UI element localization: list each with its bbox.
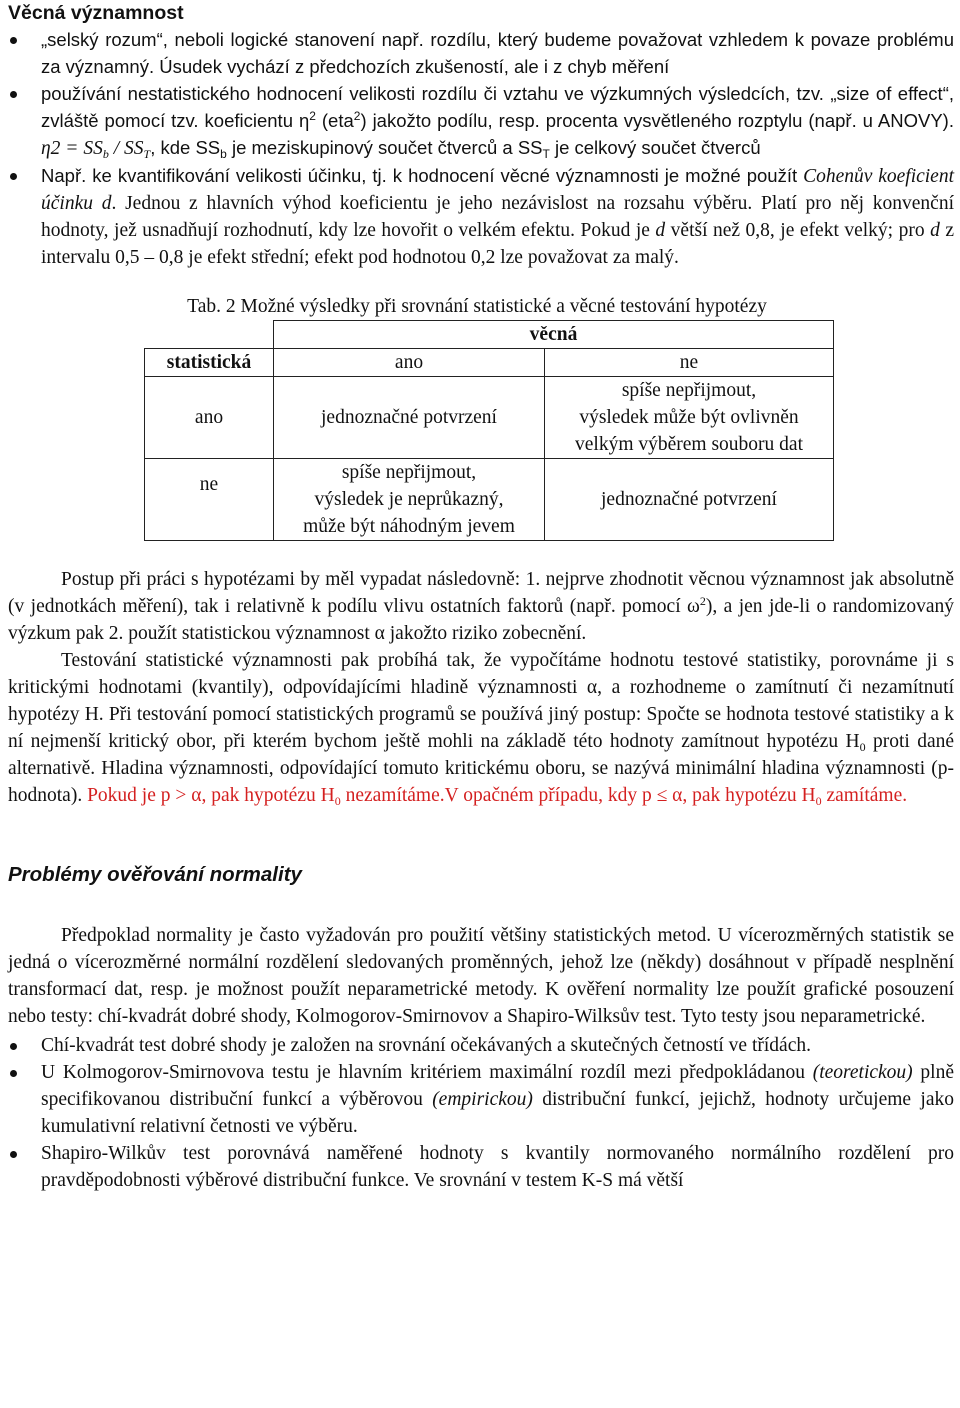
list-item-text: (eta [315,110,354,131]
table-corner [145,321,274,349]
list-item [8,80,954,162]
paragraph-text: proti dané alternativě. Hladina významnosti, odpovídající tomuto kritickému oboru, se nazývá minimální hladina významnosti (p-hodnota). [8,731,955,806]
row-group-header: statistická [145,349,274,377]
bullet-list-tests [8,1032,954,1194]
italic-term: (empirickou) [432,1089,533,1110]
table-cell: jednoznačné potvrzení [545,459,834,541]
italic-term: (teoretickou) [812,1062,913,1083]
subscript: b [102,147,109,161]
list-item [8,162,954,271]
cohen-term: Cohenův koeficient účinku d [41,166,955,214]
superscript: 2 [353,109,361,123]
list-item-text: z intervalu 0,5 – 0,8 je efekt střední; efekt pod hodnotou 0,2 lze považovat za malý. [41,220,954,268]
highlight-text: nezamítáme.V opačném případu, kdy p ≤ α, pak hypotézu H [340,785,816,806]
row-header: ano [145,377,274,459]
row-header: ne [145,459,274,541]
subscript: 0 [815,794,822,808]
section-heading-normality: Problémy ověřování normality [8,863,302,886]
list-item-text: používání nestatistického hodnocení velikosti rozdílu či vztahu ve výzkumných výsledcích, tzv. „size of effect“, zvláště pomocí tzv. koeficientu η [41,83,954,131]
subscript: T [542,147,550,161]
list-item: Chí-kvadrát test dobré shody je založen na srovnání očekávaných a skutečných četností ve třídách. [8,1032,954,1059]
paragraph [8,566,954,647]
list-item-text: . Jednou z hlavních výhod koeficientu je jeho nezávislost na rozsahu výběru. Platí pro něj konvenční hodnoty, jež usnadňují rozhodnutí, kdy lze hovořit o velkém efektu. Pokud je [41,193,954,241]
paragraph: Předpoklad normality je často vyžadován pro použití většiny statistických metod. U vícerozměrných statistik se jedná o vícerozměrné normální rozdělení sledovaných proměnných, jehož lze (někdy) dosáhnout v případě nesplnění transformací dat, resp. je možnost použít neparametrické metody. K ověření normality lze použít grafické posouzení nebo testy: chí-kvadrát dobré shody, Kolmogorov-Smirnovov a Shapiro-Wilksův test. Tyto testy jsou neparametrické. [8,925,954,1027]
cell-line: spíše nepřijmout, [341,462,477,483]
paragraph-text: ), a jen jde-li o randomizovaný výzkum pak 2. použít statistickou významnost α jakožto riziko zobecnění. [8,596,954,644]
subscript: T [143,147,151,161]
column-header: ne [545,349,834,377]
highlight-text: zamítáme. [821,785,908,806]
column-header: ano [274,349,545,377]
paragraph-text: Testování statistické významnosti pak probíhá tak, že vypočítáme hodnotu testové statistiky, porovnáme ji s kritickými hodnotami (kvantily), odpovídajícími hladině významnosti α, a rozhodneme o zamítnutí či nezamítnutí hypotézy H. Při testování pomocí statistických programů se používá jiný postup: Spočte se hodnota testové statistiky a k ní nejmenší kritický obor, při kterém bychom ještě mohli na základě této hodnoty zamítnout hypotézu H [8,650,954,752]
table-cell: jednoznačné potvrzení [274,377,545,459]
paragraph-text: Postup při práci s hypotézami by měl vypadat následovně: 1. nejprve zhodnotit věcnou významnost jak absolutně (v jednotkách měření), tak i relativně k podílu vlivu ostatních faktorů (např. pomocí ω [8,569,954,617]
variable-d: d [655,220,666,241]
list-item [8,26,954,80]
results-table [144,320,834,541]
list-item-text: ) jakožto podílu, resp. procenta vysvětleného rozptylu (např. u ANOVY). [360,110,954,131]
eta-formula [41,138,150,159]
list-item-text: je celkový součet čtverců [549,137,761,158]
variable-d: d [930,220,940,241]
list-item-text: „selský rozum“, neboli logické stanovení např. rozdílu, který budeme považovat vzhledem k povaze problému za významný. Úsudek vychází z předchozích zkušeností, ale i z chyb měření [41,29,954,77]
bullet-list-significance [8,26,954,271]
table-caption [8,293,954,320]
subscript: 0 [859,740,866,754]
section-heading: Věcná významnost [8,2,184,24]
cell-line: velkým výběrem souboru dat [575,434,803,455]
superscript: 2 [309,109,316,123]
list-item-text: je meziskupinový součet čtverců a SS [226,137,543,158]
col-group-header: věcná [274,321,834,349]
table-row [145,321,834,349]
table-row [145,377,834,459]
highlight-text: Pokud je p > α, pak hypotézu H [87,785,335,806]
cell-line: výsledek může být ovlivněn [579,407,799,428]
list-item-text: , kde SS [150,137,221,158]
cell-line: může být náhodným jevem [303,516,515,537]
table-row [145,349,834,377]
cell-line: spíše nepřijmout, [621,380,757,401]
subscript: 0 [334,794,341,808]
formula-text: η2 = SS [41,138,103,159]
paragraph [8,647,954,809]
subscript: b [220,147,227,161]
cell-line: výsledek je neprůkazný, [314,489,504,510]
list-item-text: plně specifikovanou distribuční funkcí a výběrovou [41,1062,955,1110]
list-item-text: distribuční funkcí, jejichž, hodnoty určujeme jako kumulativní relativní četnosti ve výběru. [41,1089,954,1137]
list-item-text: U Kolmogorov-Smirnovova testu je hlavním kritériem maximální rozdíl mezi předpokládanou [41,1062,813,1083]
red-highlight [87,785,907,806]
formula-text: / SS [108,138,144,159]
superscript: 2 [699,594,706,608]
table-row [145,459,834,541]
table-cell [545,377,834,459]
list-item-text: Např. ke kvantifikování velikosti účinku, tj. k hodnocení věcné významnosti je možné použít [41,165,804,186]
document-page [8,0,954,1194]
list-item-text: větší než 0,8, je efekt velký; pro [665,220,931,241]
list-item: Shapiro-Wilkův test porovnává naměřené hodnoty s kvantily normovaného normálního rozdělení pro pravděpodobnosti výběrové distribuční funkce. Ve srovnání v testem K-S má větší [8,1140,954,1194]
table-caption-text: Tab. 2 Možné výsledky při srovnání statistické a věcné testování hypotézy [187,296,767,317]
list-item [8,1059,954,1140]
table-cell [274,459,545,541]
